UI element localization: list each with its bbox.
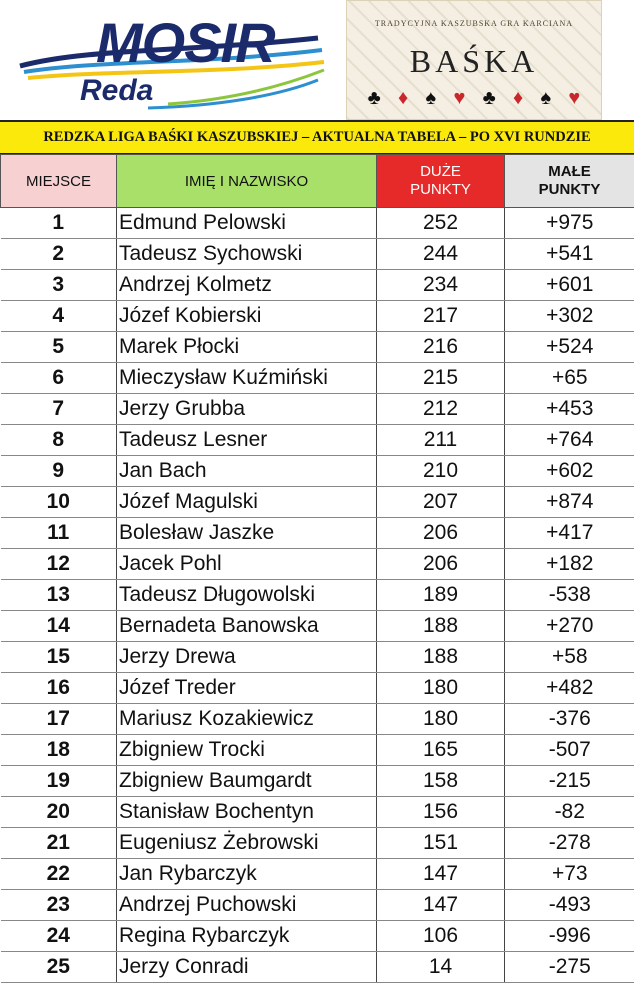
table-row (1, 456, 634, 487)
spade-icon: ♠ (426, 87, 437, 110)
card-suits (347, 87, 601, 110)
heart-icon: ♥ (568, 87, 580, 110)
cell-place: 13 (1, 580, 117, 611)
cell-small-points: +73 (505, 859, 634, 890)
table-row (1, 394, 634, 425)
cell-small-points: -996 (505, 921, 634, 952)
cell-small-points: +601 (505, 270, 634, 301)
cell-big-points: 106 (377, 921, 505, 952)
cell-name: Tadeusz Długowolski (117, 580, 377, 611)
cell-big-points: 180 (377, 673, 505, 704)
table-row (1, 332, 634, 363)
cell-small-points: +541 (505, 239, 634, 270)
cell-place: 22 (1, 859, 117, 890)
table-row (1, 487, 634, 518)
cell-small-points: +453 (505, 394, 634, 425)
table-row (1, 673, 634, 704)
cell-small-points: +182 (505, 549, 634, 580)
table-row (1, 642, 634, 673)
card-subtitle: TRADYCYJNA KASZUBSKA GRA KARCIANA (347, 19, 601, 28)
cell-place: 17 (1, 704, 117, 735)
cell-small-points: +417 (505, 518, 634, 549)
table-row (1, 890, 634, 921)
cell-place: 14 (1, 611, 117, 642)
cell-big-points: 206 (377, 549, 505, 580)
cell-small-points: -82 (505, 797, 634, 828)
cell-small-points: +524 (505, 332, 634, 363)
cell-big-points: 151 (377, 828, 505, 859)
cell-name: Bernadeta Banowska (117, 611, 377, 642)
table-row (1, 549, 634, 580)
cell-place: 9 (1, 456, 117, 487)
mosir-logo (18, 8, 328, 113)
cell-small-points: +58 (505, 642, 634, 673)
cell-place: 7 (1, 394, 117, 425)
cell-big-points: 165 (377, 735, 505, 766)
cell-name: Tadeusz Sychowski (117, 239, 377, 270)
column-header-place: MIEJSCE (1, 155, 117, 208)
table-title: REDZKA LIGA BAŚKI KASZUBSKIEJ – AKTUALNA TABELA – PO XVI RUNDZIE (0, 120, 634, 154)
table-row (1, 580, 634, 611)
small-points-line1: MAŁE (548, 163, 591, 180)
cell-big-points: 215 (377, 363, 505, 394)
cell-place: 6 (1, 363, 117, 394)
standings-table (0, 154, 634, 983)
cell-name: Andrzej Puchowski (117, 890, 377, 921)
cell-name: Józef Magulski (117, 487, 377, 518)
cell-small-points: +270 (505, 611, 634, 642)
cell-name: Jerzy Grubba (117, 394, 377, 425)
cell-place: 18 (1, 735, 117, 766)
cell-name: Mariusz Kozakiewicz (117, 704, 377, 735)
cell-big-points: 217 (377, 301, 505, 332)
table-row (1, 704, 634, 735)
cell-name: Mieczysław Kuźmiński (117, 363, 377, 394)
cell-big-points: 252 (377, 208, 505, 239)
cell-big-points: 188 (377, 611, 505, 642)
cell-big-points: 156 (377, 797, 505, 828)
column-header-big-points (377, 155, 505, 208)
cell-name: Bolesław Jaszke (117, 518, 377, 549)
table-row (1, 952, 634, 983)
diamond-icon: ♦ (398, 87, 408, 110)
cell-place: 1 (1, 208, 117, 239)
baska-card-image (346, 0, 602, 120)
cell-place: 16 (1, 673, 117, 704)
cell-place: 25 (1, 952, 117, 983)
cell-place: 4 (1, 301, 117, 332)
cell-place: 21 (1, 828, 117, 859)
cell-name: Józef Treder (117, 673, 377, 704)
cell-name: Jerzy Conradi (117, 952, 377, 983)
cell-place: 12 (1, 549, 117, 580)
cell-name: Eugeniusz Żebrowski (117, 828, 377, 859)
cell-name: Stanisław Bochentyn (117, 797, 377, 828)
cell-big-points: 211 (377, 425, 505, 456)
cell-big-points: 206 (377, 518, 505, 549)
card-title: BAŚKA (347, 43, 601, 80)
table-row (1, 301, 634, 332)
heart-icon: ♥ (453, 87, 465, 110)
cell-place: 23 (1, 890, 117, 921)
cell-small-points: -275 (505, 952, 634, 983)
cell-small-points: +602 (505, 456, 634, 487)
cell-place: 3 (1, 270, 117, 301)
cell-place: 5 (1, 332, 117, 363)
cell-big-points: 14 (377, 952, 505, 983)
cell-name: Jerzy Drewa (117, 642, 377, 673)
cell-big-points: 216 (377, 332, 505, 363)
logo-main-text: MOSIR (96, 10, 275, 75)
header (0, 0, 634, 120)
big-points-line2: PUNKTY (410, 181, 471, 198)
cell-big-points: 147 (377, 890, 505, 921)
cell-name: Józef Kobierski (117, 301, 377, 332)
table-row (1, 766, 634, 797)
table-row (1, 921, 634, 952)
logo-sub-text: Reda (80, 74, 153, 108)
cell-name: Jan Rybarczyk (117, 859, 377, 890)
cell-place: 24 (1, 921, 117, 952)
table-row (1, 363, 634, 394)
cell-big-points: 210 (377, 456, 505, 487)
column-header-small-points (505, 155, 634, 208)
cell-small-points: +65 (505, 363, 634, 394)
cell-small-points: +975 (505, 208, 634, 239)
big-points-line1: DUŻE (420, 163, 461, 180)
cell-place: 2 (1, 239, 117, 270)
table-row (1, 518, 634, 549)
cell-big-points: 180 (377, 704, 505, 735)
cell-name: Tadeusz Lesner (117, 425, 377, 456)
table-row (1, 828, 634, 859)
cell-place: 10 (1, 487, 117, 518)
cell-name: Edmund Pelowski (117, 208, 377, 239)
spade-icon: ♠ (541, 87, 552, 110)
cell-big-points: 189 (377, 580, 505, 611)
club-icon: ♣ (483, 87, 496, 110)
cell-name: Zbigniew Trocki (117, 735, 377, 766)
cell-big-points: 207 (377, 487, 505, 518)
cell-name: Jan Bach (117, 456, 377, 487)
cell-place: 20 (1, 797, 117, 828)
table-row (1, 208, 634, 239)
column-header-name: IMIĘ I NAZWISKO (117, 155, 377, 208)
cell-place: 11 (1, 518, 117, 549)
cell-place: 8 (1, 425, 117, 456)
cell-small-points: +482 (505, 673, 634, 704)
table-row (1, 425, 634, 456)
cell-big-points: 234 (377, 270, 505, 301)
cell-small-points: -278 (505, 828, 634, 859)
club-icon: ♣ (368, 87, 381, 110)
table-row (1, 859, 634, 890)
cell-place: 15 (1, 642, 117, 673)
cell-small-points: -493 (505, 890, 634, 921)
small-points-line2: PUNKTY (539, 181, 601, 198)
cell-big-points: 147 (377, 859, 505, 890)
cell-name: Zbigniew Baumgardt (117, 766, 377, 797)
cell-big-points: 158 (377, 766, 505, 797)
cell-big-points: 188 (377, 642, 505, 673)
cell-small-points: +764 (505, 425, 634, 456)
table-row (1, 797, 634, 828)
cell-big-points: 212 (377, 394, 505, 425)
cell-small-points: -538 (505, 580, 634, 611)
cell-name: Marek Płocki (117, 332, 377, 363)
cell-small-points: -376 (505, 704, 634, 735)
cell-small-points: -215 (505, 766, 634, 797)
cell-small-points: -507 (505, 735, 634, 766)
table-row (1, 239, 634, 270)
cell-small-points: +874 (505, 487, 634, 518)
cell-big-points: 244 (377, 239, 505, 270)
table-header-row (1, 155, 634, 208)
cell-small-points: +302 (505, 301, 634, 332)
cell-name: Regina Rybarczyk (117, 921, 377, 952)
cell-place: 19 (1, 766, 117, 797)
table-row (1, 270, 634, 301)
cell-name: Jacek Pohl (117, 549, 377, 580)
cell-name: Andrzej Kolmetz (117, 270, 377, 301)
table-row (1, 611, 634, 642)
diamond-icon: ♦ (513, 87, 523, 110)
table-row (1, 735, 634, 766)
